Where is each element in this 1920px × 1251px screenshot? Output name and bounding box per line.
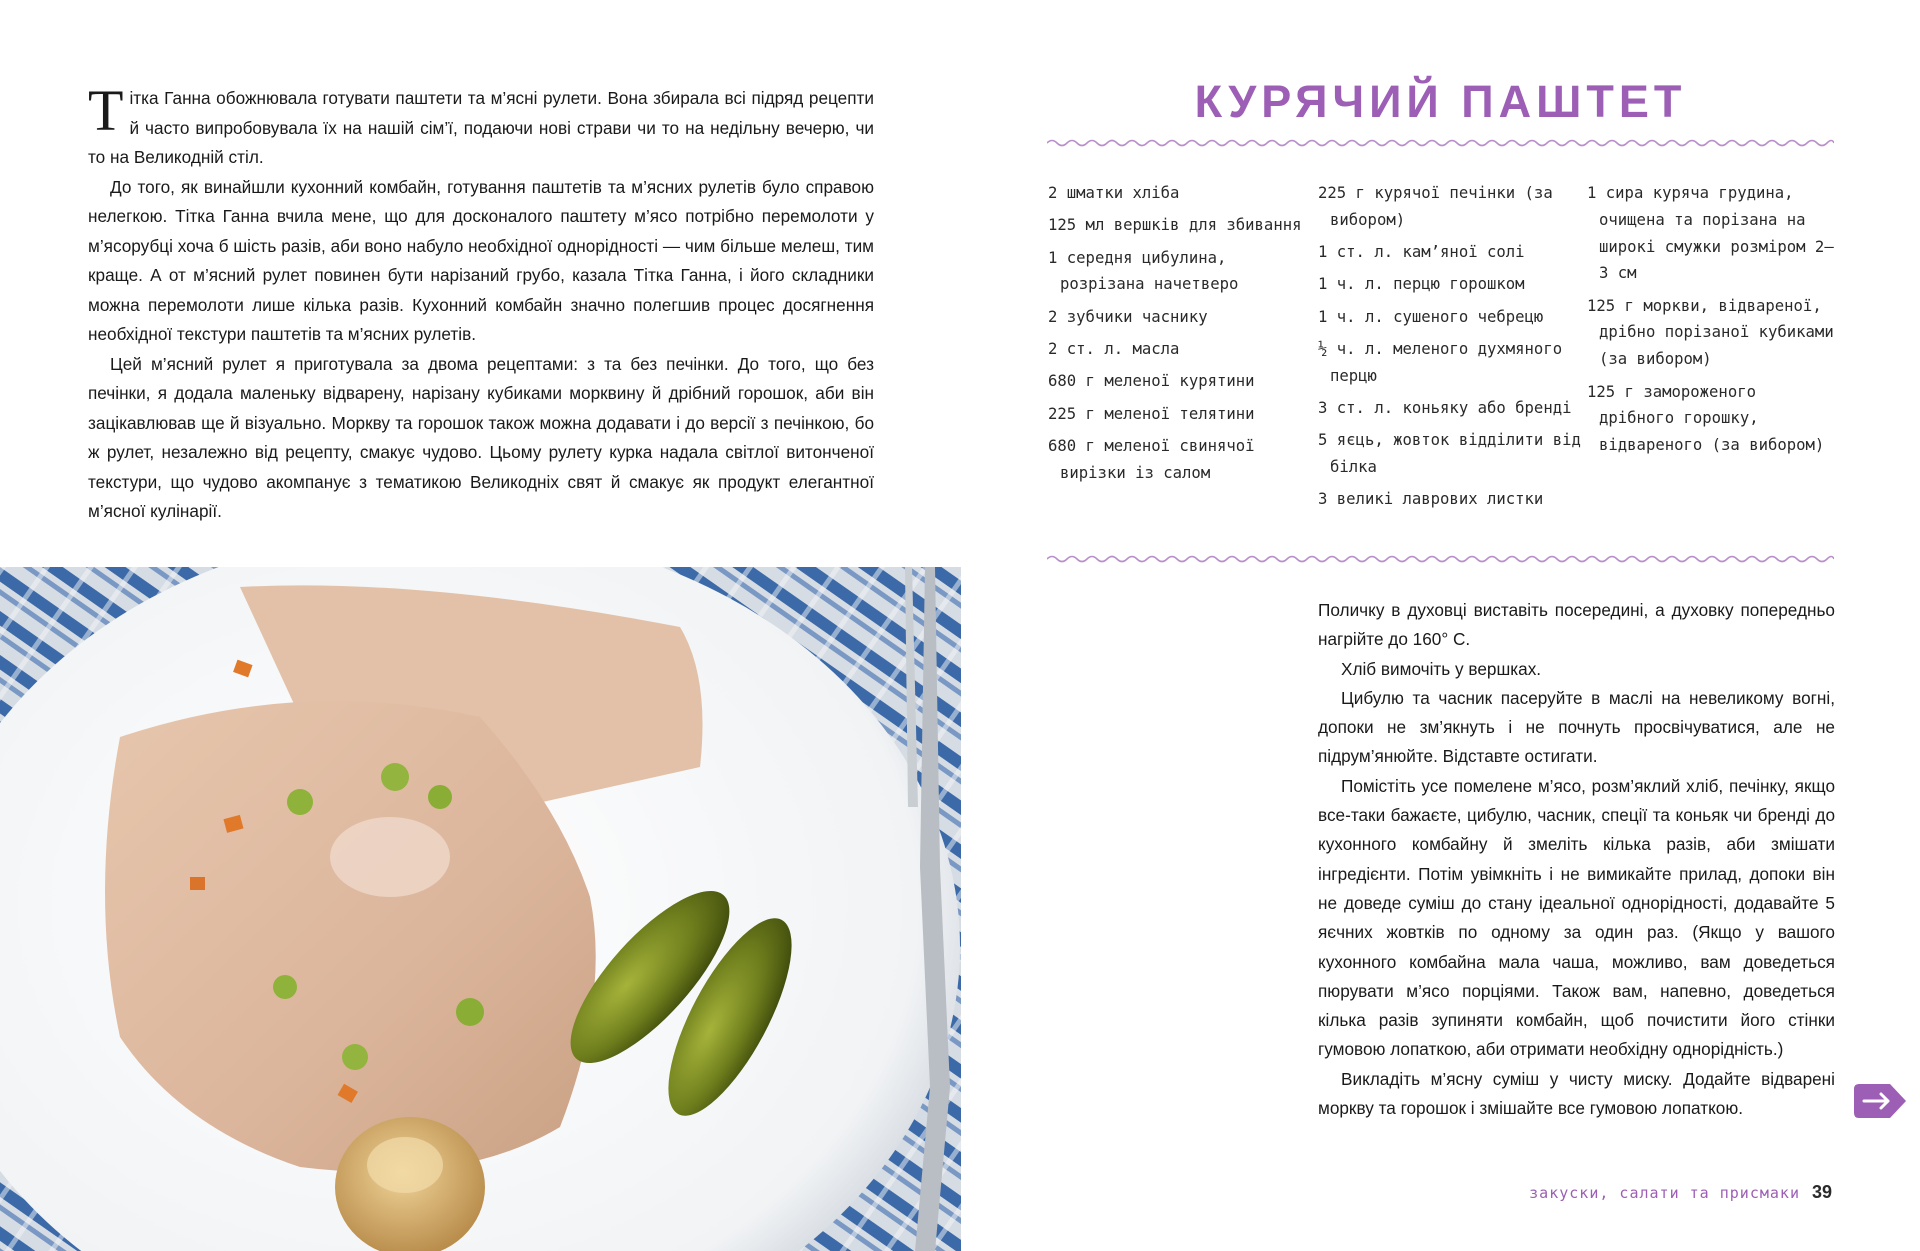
method-step: Хліб вимочіть у вершках. (1341, 658, 1542, 679)
pate-photo (0, 567, 961, 1251)
method-text (1318, 596, 1835, 1123)
method-step: Поличку в духовці виставіть посередині, а духовку попередньо нагрійте до 160° С. (1318, 600, 1835, 650)
ingredient-item: 125 мл вершків для збивання (1048, 216, 1302, 235)
intro-paragraph-1: ітка Ганна обожнювала готувати паштети та м’ясні рулети. Вона збирала всі підряд рецепти й часто випробовувала їх на нашій сім’ї, подаючи нові страви чи то на недільну вечерю, чи то на Великодній стіл. (88, 88, 874, 167)
ingredient-item: 2 шматки хліба (1048, 184, 1180, 202)
intro-paragraph-2: До того, як винайшли кухонний комбайн, готування паштетів та м’ясних рулетів було справою нелегкою. Тітка Ганна вчила мене, що для досконалого паштету м’ясо потрібно перемолоти у м’ясорубці хоча б шість разів, аби воно набуло необхідної однорідності — чим більше мелеш, тим краще. А от м’ясний рулет повинен бути нарізаний грубо, казала Тітка Ганна, і його складники можна перемолоти лише кілька разів. Кухонний комбайн значно полегшив процес досягнення необхідної текстури паштетів та м’ясних рулетів. (88, 176, 874, 344)
section-name: закуски, салати та присмаки (1529, 1184, 1800, 1202)
intro-paragraph-3: Цей м’ясний рулет я приготувала за двома рецептами: з та без печінки. До того, що без печінки, я додала маленьку відварену, нарізану кубиками морквину й дрібний горошок, аби він зацікавлював ще й візуально. Моркву та горошок також можна додавати і до версії з печінкою, бо ж рулет, незалежно від рецепту, смакує чудово. Цьому рулету курка надала світлої витонченої текстури, що чудово акомпанує з тематикою Великодніх свят й смакує як продукт елегантної м’ясної кулінарії. (88, 353, 874, 521)
ingredient-item: 225 г курячої печінки (за вибором) (1318, 184, 1553, 229)
ingredient-item: 680 г меленої свинячої вирізки із салом (1048, 436, 1255, 482)
ingredient-item: 1 ч. л. перцю горошком (1318, 275, 1525, 294)
intro-text (88, 78, 874, 527)
ingredient-item: 680 г меленої курятини (1048, 372, 1255, 391)
wavy-divider-top (1047, 138, 1834, 148)
recipe-title: КУРЯЧИЙ ПАШТЕТ (1194, 76, 1687, 127)
ingredient-item: 3 великі лаврових листки (1318, 490, 1544, 509)
ingredient-item: 1 ч. л. сушеного чебрецю (1318, 307, 1544, 326)
method-step: Помістіть усе помелене м’ясо, розм’яклий хліб, печінку, якщо все-таки бажаєте, цибулю, часник, спеції та коньяк чи бренді до кухонного комбайну й змеліть кілька разів, аби змішати інгредієнти. Потім увімкніть і не вимикайте прилад, допоки він не доведе суміш до стану ідеальної однорідності, додавайте 5 яєчних жовтків по одному за один раз. (Якщо у вашого кухонного комбайна мала чаша, можливо, вам доведеться пюрувати м’ясо порціями. Також вам, напевно, доведеться кілька разів зупиняти комбайн, щоб почистити його стінки гумовою лопаткою, аби отримати необхідну однорідність.) (1318, 775, 1835, 1060)
ingredient-item: ½ ч. л. меленого духмяного перцю (1318, 339, 1563, 385)
ingredient-item: 1 ст. л. кам’яної солі (1318, 243, 1525, 262)
ingredients-column-1 (1048, 180, 1308, 492)
ingredient-item: 125 г моркви, відвареної, дрібно порізаної кубиками (за вибором) (1587, 296, 1834, 369)
ingredient-item: 2 зубчики часнику (1048, 307, 1208, 326)
page-number: 39 (1812, 1182, 1833, 1202)
drop-cap: Т (88, 78, 124, 143)
ingredient-item: 2 ст. л. масла (1048, 339, 1180, 358)
wavy-divider-bottom (1047, 554, 1834, 564)
method-step: Викладіть м’ясну суміш у чисту миску. Додайте відварені моркву та горошок і змішайте все гумовою лопаткою. (1318, 1068, 1835, 1119)
ingredients-column-2 (1318, 180, 1583, 519)
arrow-right-icon (1850, 1081, 1910, 1121)
ingredients-column-3 (1587, 180, 1837, 464)
ingredient-item: 125 г замороженого дрібного горошку, відвареного (за вибором) (1587, 382, 1825, 455)
ingredient-item: 1 сира куряча грудина, очищена та порізана на широкі смужки розміром 2–3 см (1587, 184, 1834, 283)
ingredient-item: 225 г меленої телятини (1048, 404, 1255, 423)
ingredient-item: 1 середня цибулина, розрізана начетверо (1048, 248, 1239, 294)
ingredient-item: 5 яєць, жовток відділити від білка (1318, 431, 1581, 477)
ingredient-item: 3 ст. л. коньяку або бренді (1318, 399, 1572, 418)
method-step: Цибулю та часник пасеруйте в маслі на невеликому вогні, допоки не зм’якнуть і не почнуть просвічуватися, але не підрум’янюйте. Відставте остигати. (1318, 687, 1835, 767)
